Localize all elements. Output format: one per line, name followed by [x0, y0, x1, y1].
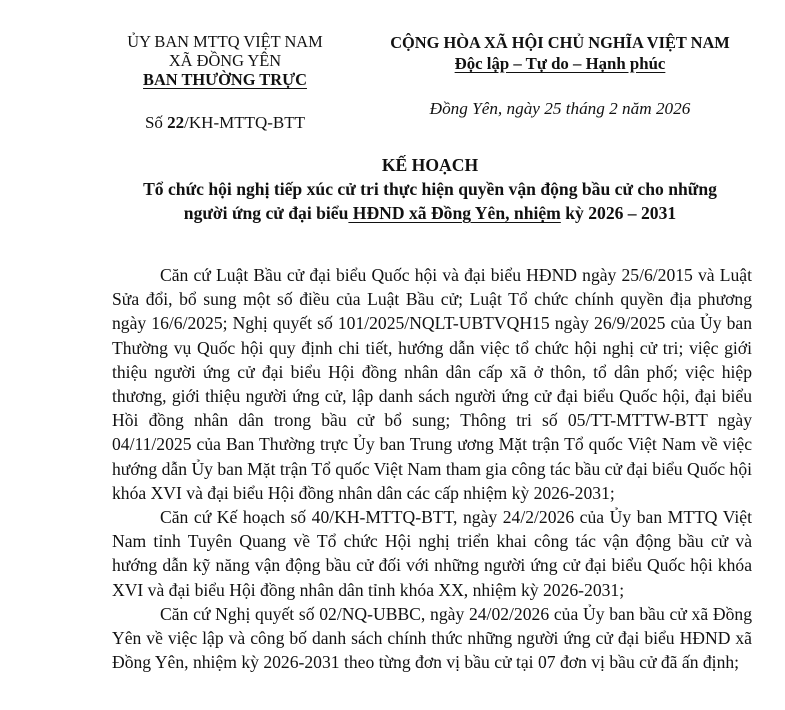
national-motto: Độc lập – Tự do – Hạnh phúc: [454, 54, 666, 73]
document-number: [100, 113, 350, 132]
document-type: KẾ HOẠCH: [381, 155, 479, 175]
nation-name: CỘNG HÒA XÃ HỘI CHỦ NGHĨA VIỆT NAM: [390, 33, 730, 52]
place-and-date: Đồng Yên, ngày 25 tháng 2 năm 2026: [429, 99, 691, 118]
doc-number-suffix: /KH-MTTQ-BTT: [184, 113, 306, 132]
issuing-authority-block: [100, 32, 350, 132]
legal-basis-paragraph-2: Căn cứ Kế hoạch số 40/KH-MTTQ-BTT, ngày 24/2/2026 của Ủy ban MTTQ Việt Nam tỉnh Tuyên Quang về Tổ chức Hội nghị triển khai công tác vận động bầu cử và hướng dẫn kỹ năng vận động bầu cử đối với những người ứng cử đại biểu Quốc hội khóa XVI và đại biểu Hội đồng nhân dân tỉnh khóa XX, nhiệm kỳ 2026-2031;: [112, 507, 752, 600]
national-header-block: [360, 32, 760, 119]
subject-line-2: [100, 201, 760, 225]
document-body: [112, 263, 752, 674]
legal-basis-paragraph-3: Căn cứ Nghị quyết số 02/NQ-UBBC, ngày 24/02/2026 của Ủy ban bầu cử xã Đồng Yên về việc lập và công bố danh sách chính thức những người ứng cử đại biểu HĐND xã Đồng Yên, nhiệm kỳ 2026-2031 theo từng đơn vị bầu cử tại 07 đơn vị bầu cử đã ấn định;: [112, 603, 752, 673]
org-line-1: ỦY BAN MTTQ VIỆT NAM: [127, 32, 323, 51]
subject-line-2-pre: người ứng cử đại biểu: [183, 203, 349, 223]
subject-line-2-underlined: HĐND xã Đồng Yên, nhiệm: [348, 203, 561, 223]
doc-number-prefix: Số: [144, 113, 168, 132]
subject-line-2-post: kỳ 2026 – 2031: [560, 203, 677, 223]
document-title-block: [100, 153, 760, 225]
standing-committee-label: BAN THƯỜNG TRỰC: [143, 70, 307, 89]
subject-line-1: Tổ chức hội nghị tiếp xúc cử tri thực hiện quyền vận động bầu cử cho những: [143, 179, 717, 199]
org-line-3: [100, 70, 350, 89]
doc-number-value: 22: [167, 113, 185, 132]
org-line-2: XÃ ĐỒNG YÊN: [168, 51, 282, 70]
legal-basis-paragraph-1: Căn cứ Luật Bầu cử đại biểu Quốc hội và đại biểu HĐND ngày 25/6/2015 và Luật Sửa đổi, bổ sung một số điều của Luật Bầu cử; Luật Tổ chức chính quyền địa phương ngày 16/6/2025; Nghị quyết số 101/2025/NQLT-UBTVQH15 ngày 26/9/2025 của Ủy ban Thường vụ Quốc hội quy định chi tiết, hướng dẫn việc tổ chức hội nghị cử tri; việc giới thiệu người ứng cử đại biểu Hội đồng nhân dân cấp xã ở thôn, tổ dân phố; việc hiệp thương, giới thiệu người ứng cử, lập danh sách người ứng cử đại biểu Quốc hội, đại biểu Hồi đồng nhân dân trong bầu cử bổ sung; Thông tri số 05/TT-MTTW-BTT ngày 04/11/2025 của Ban Thường trực Ủy ban Trung ương Mặt trận Tổ quốc Việt Nam về việc hướng dẫn Ủy ban Mặt trận Tổ quốc Việt Nam tham gia công tác bầu cử đại biểu Quốc hội khóa XVI và đại biểu Hội đồng nhân dân các cấp nhiệm kỳ 2026-2031;: [112, 265, 752, 503]
